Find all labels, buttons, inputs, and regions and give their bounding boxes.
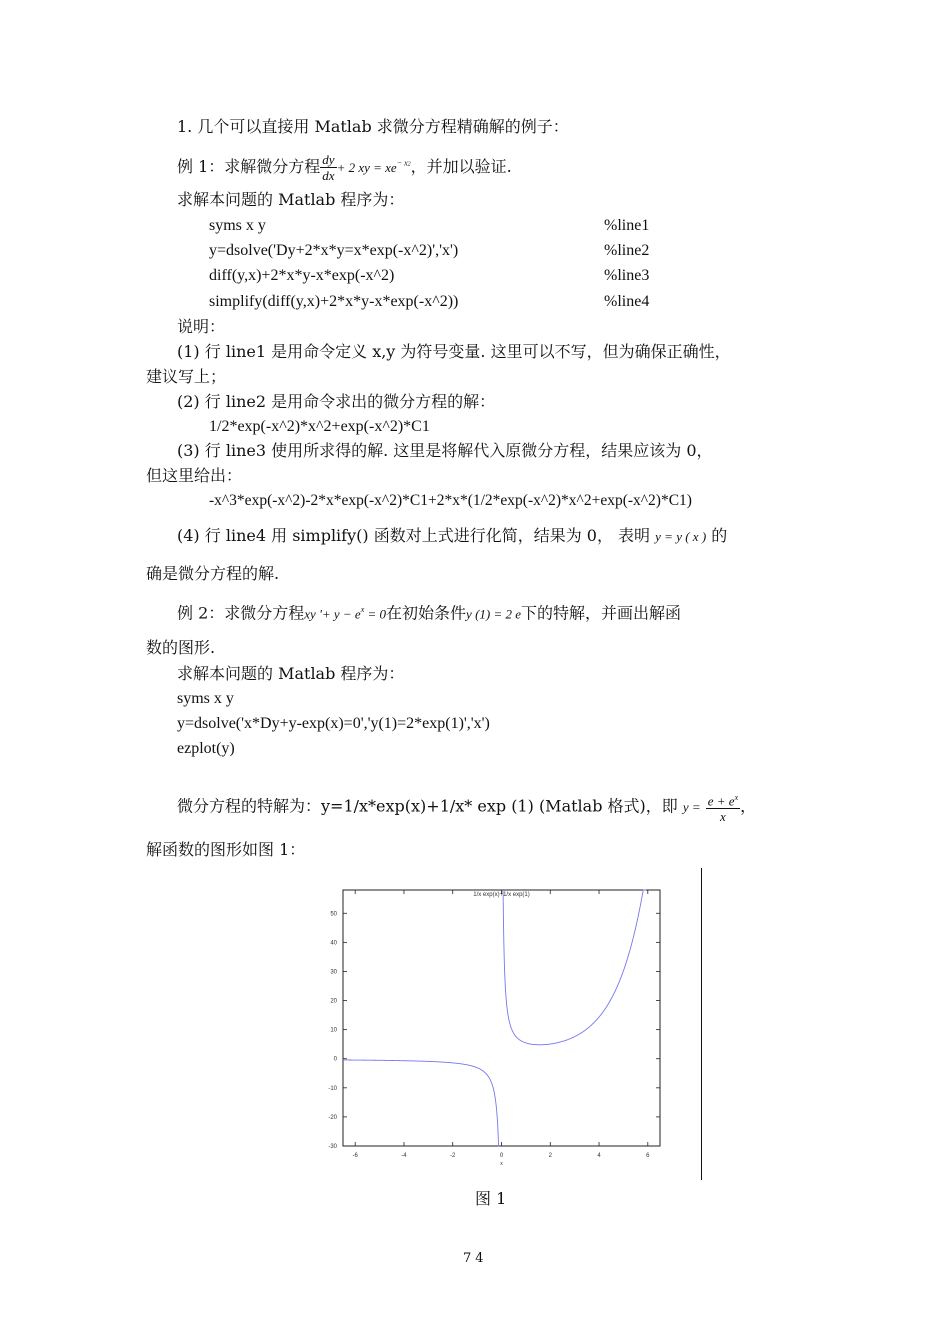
- code2-line-1: syms x y: [177, 690, 234, 707]
- code-comment-1: %line1: [604, 217, 650, 234]
- program-intro-2: 求解本问题的 Matlab 程序为：: [177, 664, 405, 683]
- example-2-mid: 在初始条件: [386, 603, 467, 623]
- example-2-equation-tail: = 0: [364, 606, 387, 622]
- x-tick-label: 0: [499, 1153, 504, 1159]
- explain-4-math: y = y ( x ): [655, 529, 707, 544]
- code-comment-4: %line4: [604, 293, 650, 310]
- solution-numerator-exponent: x: [734, 793, 739, 802]
- explain-4a: [177, 526, 727, 547]
- solution-lhs: y =: [682, 799, 701, 815]
- explain-3a: (3) 行 line3 使用所求得的解. 这里是将解代入原微分方程，结果应该为 0，: [177, 441, 713, 460]
- code-comment-2: %line2: [604, 242, 650, 259]
- code-line-1: syms x y: [209, 217, 266, 234]
- x-tick-label: 2: [548, 1153, 552, 1159]
- y-tick-label: 10: [330, 1027, 337, 1034]
- y-tick-label: -10: [328, 1085, 337, 1092]
- x-tick-label: -2: [450, 1153, 456, 1159]
- explain-4b: 确是微分方程的解.: [146, 564, 280, 583]
- x-tick-label: 6: [646, 1153, 650, 1159]
- explain-1b: 建议写上；: [146, 367, 227, 386]
- equation-exponent: − x: [396, 158, 408, 168]
- y-tick-label: 40: [330, 940, 337, 947]
- example-1-prefix: 例 1：求解微分方程: [177, 157, 321, 176]
- x-tick-label: -6: [352, 1153, 358, 1159]
- solution-end: ，: [740, 796, 757, 816]
- fraction-denominator: dx: [322, 168, 335, 183]
- curve-branch-right: [503, 890, 646, 1045]
- solution-line: [177, 790, 756, 824]
- vertical-rule: [701, 868, 702, 1180]
- example-2-condition: y (1) = 2 e: [466, 606, 522, 622]
- example-1-suffix: ，并加以验证.: [410, 157, 512, 176]
- explain-1a: (1) 行 line1 是用命令定义 x,y 为符号变量. 这里可以不写，但为确保正确性，: [177, 342, 731, 361]
- x-tick-label: -4: [401, 1153, 407, 1159]
- y-tick-label: 0: [333, 1056, 337, 1063]
- x-axis-label: x: [500, 1161, 503, 1167]
- solution-denominator: x: [720, 809, 726, 825]
- example-2-prefix: 例 2：求微分方程: [177, 603, 305, 623]
- y-tick-label: 30: [330, 969, 337, 976]
- code-line-2: y=dsolve('Dy+2*x*y=x*exp(-x^2)','x'): [209, 242, 459, 259]
- y-tick-label: 50: [330, 911, 337, 918]
- plot-frame: [343, 890, 660, 1146]
- code2-line-2: y=dsolve('x*Dy+y-exp(x)=0','y(1)=2*exp(1)','x'): [177, 715, 490, 732]
- example-2-equation: xy '+ y − e: [304, 606, 361, 622]
- curve-branch-left: [343, 1060, 499, 1146]
- solution-b: 解函数的图形如图 1：: [146, 840, 306, 859]
- code-line-4: simplify(diff(y,x)+2*x*y-x*exp(-x^2)): [209, 293, 459, 310]
- page-number: 74: [463, 1251, 488, 1266]
- x-tick-label: 4: [597, 1153, 601, 1159]
- y-tick-label: -20: [328, 1114, 337, 1121]
- explain-4a-text: (4) 行 line4 用 simplify() 函数对上式进行化简，结果为 0， 表明: [177, 526, 651, 545]
- equation-exponent-2: 2: [407, 161, 411, 168]
- example-2-exponent: x: [360, 605, 365, 614]
- y-tick-label: -30: [328, 1144, 337, 1150]
- explain-title: 说明：: [177, 317, 226, 336]
- code-line-3: diff(y,x)+2*x*y-x*exp(-x^2): [209, 267, 395, 284]
- solution-fraction: [706, 790, 740, 824]
- code2-line-3: ezplot(y): [177, 740, 235, 757]
- solution-text: 微分方程的特解为：y=1/x*exp(x)+1/x* exp (1) (Matlab 格式)，即: [177, 796, 678, 816]
- explain-3b: 但这里给出：: [146, 466, 243, 485]
- explain-2-result: 1/2*exp(-x^2)*x^2+exp(-x^2)*C1: [209, 418, 430, 435]
- solution-plot: [320, 884, 670, 1174]
- figure-caption: 图 1: [475, 1189, 507, 1208]
- chart-title: 1/x exp(x)+1/x exp(1): [473, 892, 530, 898]
- example-2-suffix: 下的特解，并画出解函: [521, 603, 682, 623]
- equation-rest: + 2 xy = xe: [336, 160, 397, 175]
- example-2-line: [177, 600, 681, 624]
- y-tick-label: 20: [330, 998, 337, 1005]
- program-intro-1: 求解本问题的 Matlab 程序为：: [177, 190, 405, 209]
- example-1-line: [177, 152, 512, 183]
- dy-dx-fraction: [320, 152, 336, 183]
- fraction-numerator: dy: [322, 152, 335, 167]
- example-2-b: 数的图形.: [146, 638, 216, 657]
- code-comment-3: %line3: [604, 267, 650, 284]
- explain-4-end: 的: [711, 526, 728, 545]
- explain-2: (2) 行 line2 是用命令求出的微分方程的解：: [177, 392, 496, 411]
- solution-numerator: e + e: [707, 793, 735, 809]
- section-heading: 1. 几个可以直接用 Matlab 求微分方程精确解的例子：: [177, 117, 569, 136]
- explain-3-result: -x^3*exp(-x^2)-2*x*exp(-x^2)*C1+2*x*(1/2*exp(-x^2)*x^2+exp(-x^2)*C1): [209, 492, 692, 509]
